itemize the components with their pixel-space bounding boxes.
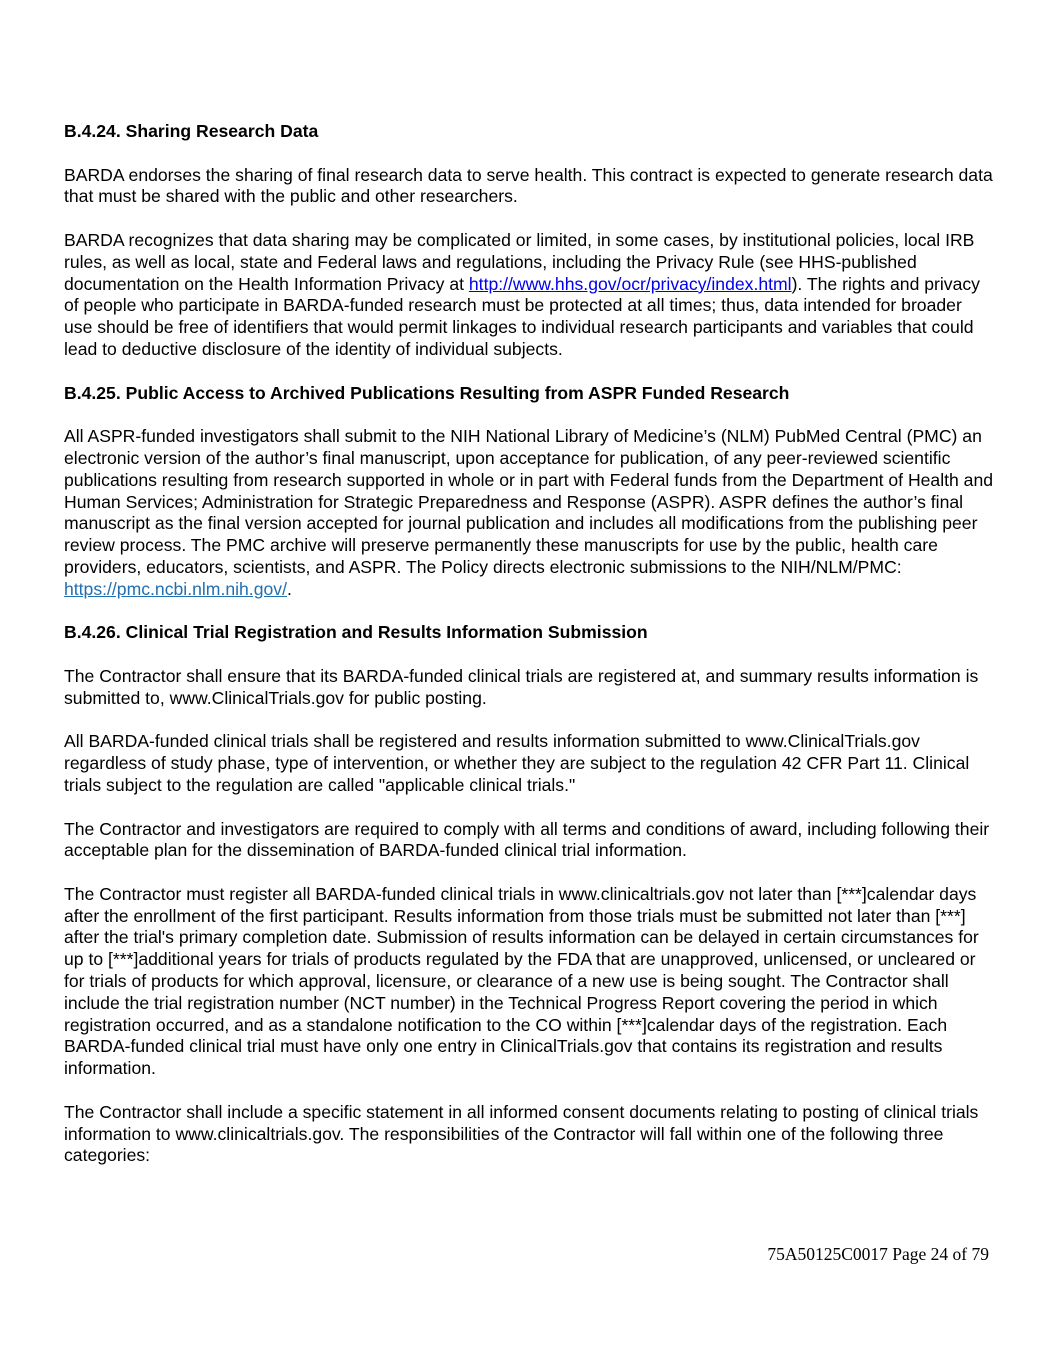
paragraph: The Contractor shall include a specific statement in all informed consent documents relating to posting of clinical trials information to www.clinicaltrials.gov. The responsibilities of the Contractor will fall within one of the following three categories:	[64, 1101, 979, 1166]
paragraph	[64, 426, 994, 600]
paragraph: All BARDA-funded clinical trials shall be registered and results information submitted to www.ClinicalTrials.gov regardless of study phase, type of intervention, or whether they are subject to the regulation 42 CFR Part 11. Clinical trials subject to the regulation are called "applicable clinical trials."	[64, 731, 970, 795]
paragraph-text: ). The rights and privacy of people who participate in BARDA-funded research must be protected at all times; thus, data intended for broader use should be free of identifiers that would permit linkages to individual research participants and variables that could lead to deductive disclosure of the identity of individual subjects.	[64, 273, 980, 359]
page-footer: 75A50125C0017 Page 24 of 79	[767, 1244, 989, 1264]
pmc-link[interactable]: https://pmc.ncbi.nlm.nih.gov/	[64, 578, 287, 599]
section-heading-b-4-25: B.4.25. Public Access to Archived Publications Resulting from ASPR Funded Research	[64, 382, 790, 403]
document-body	[64, 121, 994, 1189]
section-heading-b-4-26: B.4.26. Clinical Trial Registration and Results Information Submission	[64, 622, 648, 643]
section-heading-b-4-24: B.4.24. Sharing Research Data	[64, 121, 319, 141]
paragraph-text: All ASPR-funded investigators shall submit to the NIH National Library of Medicine’s (NLM) PubMed Central (PMC) an electronic version of the author’s final manuscript, upon acceptance for publication, of any peer-reviewed scientific publications resulting from research supported in whole or in part with Federal funds from the Department of Health and Human Services; Administration for Strategic Preparedness and Response (ASPR). ASPR defines the author’s final manuscript as the final version accepted for journal publication and includes all modifications from the publishing peer review process. The PMC archive will preserve permanently these manuscripts for use by the public, health care providers, educators, scientists, and ASPR. The Policy directs electronic submissions to the NIH/NLM/PMC:	[64, 426, 994, 577]
hhs-privacy-link[interactable]: http://www.hhs.gov/ocr/privacy/index.html	[468, 273, 792, 294]
paragraph: BARDA endorses the sharing of final research data to serve health. This contract is expected to generate research data that must be shared with the public and other researchers.	[64, 164, 993, 207]
paragraph: The Contractor shall ensure that its BARDA-funded clinical trials are registered at, and summary results information is submitted to, www.ClinicalTrials.gov for public posting.	[64, 665, 979, 708]
paragraph-text: .	[286, 578, 292, 599]
paragraph: The Contractor must register all BARDA-funded clinical trials in www.clinicaltrials.gov not later than [***]calendar days after the enrollment of the first participant. Results information from those trials must be submitted not later than [***] after the trial's primary completion date. Submission of results information can be delayed in certain circumstances for up to [***]additional years for trials of products regulated by the FDA that are unapproved, unlicensed, or uncleared or for trials of products for which approval, licensure, or clearance of a new use is being sought. The Contractor shall include the trial registration number (NCT number) in the Technical Progress Report covering the period in which registration occurred, and as a standalone notification to the CO within [***]calendar days of the registration. Each BARDA-funded clinical trial must have only one entry in ClinicalTrials.gov that contains its registration and results information.	[64, 883, 979, 1079]
paragraph	[64, 230, 994, 361]
paragraph-text: BARDA recognizes that data sharing may be complicated or limited, in some cases, by institutional policies, local IRB rules, as well as local, state and Federal laws and regulations, including the Privacy Rule (see HHS-published documentation on the Health Information Privacy at	[64, 229, 975, 294]
paragraph: The Contractor and investigators are required to comply with all terms and conditions of award, including following their acceptable plan for the dissemination of BARDA-funded clinical trial information.	[64, 818, 990, 861]
